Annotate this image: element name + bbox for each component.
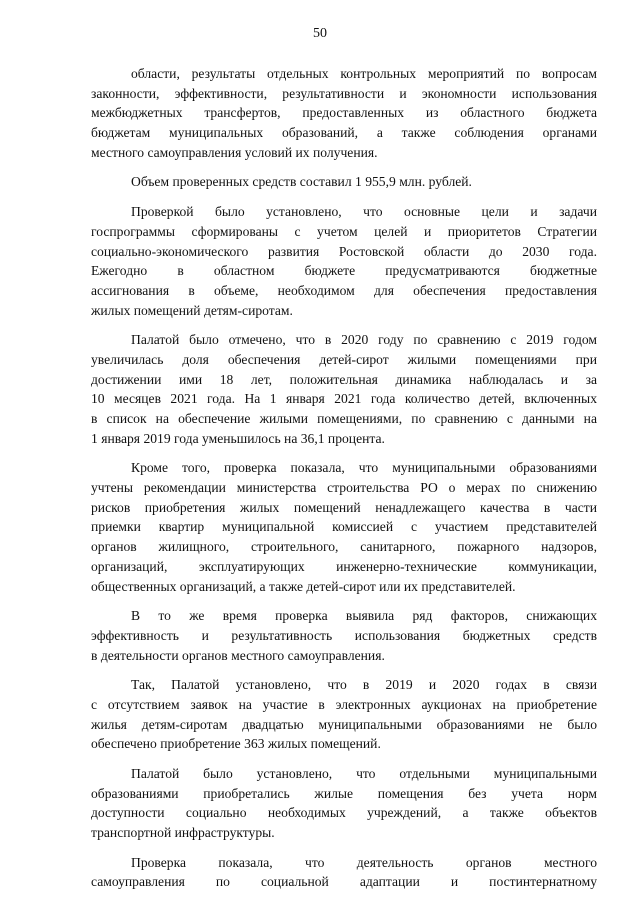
- text-line: рисков приобретения жилых помещений ненадлежащего качества в части: [91, 499, 597, 515]
- text-line: госпрограммы сформированы с учетом целей и приоритетов Стратегии: [91, 223, 597, 239]
- text-line: с отсутствием заявок на участие в электронных аукционах на приобретение: [91, 696, 597, 712]
- text-line: эффективность и результативность использования бюджетных средств: [91, 627, 597, 643]
- text-line: Объем проверенных средств составил 1 955,9 млн. рублей.: [131, 174, 472, 190]
- text-line: самоуправления по социальной адаптации и постинтернатному: [91, 874, 597, 890]
- text-line: области, результаты отдельных контрольных мероприятий по вопросам: [131, 66, 597, 81]
- text-line: законности, эффективности, результативности и экономности использования: [91, 85, 597, 101]
- text-line: обеспечено приобретение 363 жилых помещений.: [91, 736, 381, 752]
- text-line: Так, Палатой установлено, что в 2019 и 2020 годах в связи: [131, 677, 597, 693]
- text-line: доступности социально необходимых учреждений, а также объектов: [91, 805, 597, 821]
- text-line: учтены рекомендации министерства строительства РО о мерах по снижению: [91, 480, 597, 496]
- text-line: Проверка показала, что деятельность органов местного: [131, 854, 597, 870]
- text-line: В то же время проверка выявила ряд факторов, снижающих: [131, 608, 597, 624]
- text-line: в деятельности органов местного самоуправления.: [91, 647, 385, 663]
- text-line: органов жилищного, строительного, санитарного, пожарного надзоров,: [91, 539, 597, 555]
- text-line: Палатой было отмечено, что в 2020 году по сравнению с 2019 годом: [131, 332, 597, 348]
- text-line: транспортной инфраструктуры.: [91, 825, 275, 841]
- paragraph: [91, 764, 597, 843]
- text-line: Проверкой было установлено, что основные цели и задачи: [131, 204, 597, 220]
- text-line: 1 января 2019 года уменьшилось на 36,1 процента.: [91, 430, 385, 446]
- text-line: Кроме того, проверка показала, что муниципальными образованиями: [131, 460, 597, 476]
- text-line: местного самоуправления условий их получения.: [91, 144, 378, 160]
- paragraph: [91, 853, 597, 892]
- text-line: приемки квартир муниципальной комиссией с участием представителей: [91, 519, 597, 535]
- text-line: в список на обеспечение жилыми помещениями, по сравнению с данными на: [91, 411, 597, 426]
- page-number: 50: [313, 26, 327, 41]
- text-line: Палатой было установлено, что отдельными муниципальными: [131, 766, 597, 781]
- paragraph: [91, 675, 597, 754]
- paragraph: [91, 330, 597, 448]
- paragraph: [91, 172, 597, 192]
- paragraph: [91, 202, 597, 320]
- text-line: межбюджетных трансфертов, предоставленных из областного бюджета: [91, 105, 597, 121]
- text-line: жилья детям-сиротам двадцатью муниципальными образованиями не было: [91, 716, 597, 732]
- document-body: [91, 64, 597, 902]
- text-line: жилых помещений детям-сиротам.: [91, 302, 293, 318]
- paragraph: [91, 64, 597, 162]
- text-line: ассигнования в объеме, необходимом для обеспечения предоставления: [91, 282, 597, 298]
- paragraph: [91, 458, 597, 596]
- text-line: образованиями приобретались жилые помещения без учета норм: [91, 785, 597, 801]
- text-line: 10 месяцев 2021 года. На 1 января 2021 года количество детей, включенных: [91, 391, 597, 407]
- text-line: общественных организаций, а также детей-сирот или их представителей.: [91, 578, 516, 594]
- text-line: Ежегодно в областном бюджете предусматриваются бюджетные: [91, 263, 597, 279]
- paragraph: [91, 606, 597, 665]
- text-line: увеличилась доля обеспечения детей-сирот жилыми помещениями при: [91, 351, 597, 367]
- text-line: организаций, эксплуатирующих инженерно-технические коммуникации,: [91, 558, 597, 574]
- text-line: достижении ими 18 лет, положительная динамика наблюдалась и за: [91, 371, 597, 387]
- text-line: бюджетам муниципальных образований, а также соблюдения органами: [91, 125, 597, 141]
- text-line: социально-экономического развития Ростовской области до 2030 года.: [91, 243, 597, 259]
